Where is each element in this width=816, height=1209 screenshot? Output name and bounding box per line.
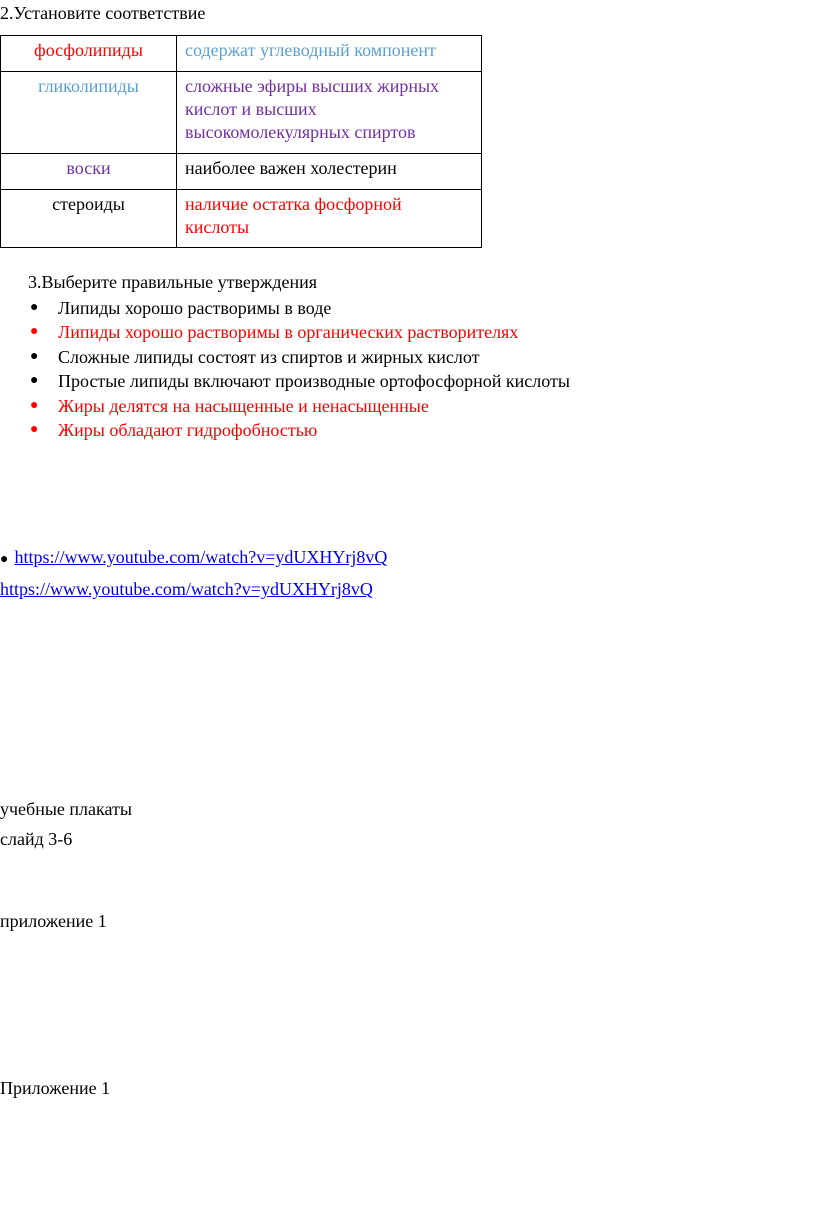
link-item-plain xyxy=(0,578,373,600)
bullet-icon: ● xyxy=(30,324,39,340)
definition-cell xyxy=(177,72,482,154)
term-cell: стероиды xyxy=(1,190,177,248)
section-3-title: 3.Выберите правильные утверждения xyxy=(28,272,318,292)
table-row xyxy=(1,190,482,248)
bullet-icon: ● xyxy=(30,373,39,389)
definition-line: сложные эфиры высших жирных xyxy=(185,76,440,96)
statement-text: Жиры обладают гидрофобностью xyxy=(58,419,318,440)
matching-table xyxy=(0,35,482,248)
definition-line: кислот и высших xyxy=(185,99,317,119)
definition-cell xyxy=(177,36,482,72)
appendix-note: приложение 1 xyxy=(0,911,107,931)
definition-cell xyxy=(177,190,482,248)
table-row xyxy=(1,154,482,190)
appendix-note-2: Приложение 1 xyxy=(0,1078,111,1098)
statement-text: Липиды хорошо растворимы в воде xyxy=(58,298,332,318)
statement-text: Липиды хорошо растворимы в органических растворителях xyxy=(58,322,519,343)
term-cell: фосфолипиды xyxy=(1,36,177,72)
list-item xyxy=(28,320,570,344)
statement-text: Сложные липиды состоят из спиртов и жирных кислот xyxy=(58,346,480,367)
statement-text: Простые липиды включают производные ортофосфорной кислоты xyxy=(58,371,570,392)
term-cell: гликолипиды xyxy=(1,72,177,154)
definition-line: кислоты xyxy=(185,217,250,237)
table-row xyxy=(1,36,482,72)
list-item xyxy=(28,369,570,393)
list-item xyxy=(28,394,570,418)
list-item xyxy=(28,345,570,369)
youtube-link-2[interactable]: https://www.youtube.com/watch?v=ydUXHYrj8vQ xyxy=(0,579,373,599)
bullet-icon: ● xyxy=(30,421,39,437)
list-item xyxy=(28,418,570,442)
slides-note: слайд 3-6 xyxy=(0,829,73,849)
definition-line: содержат углеводный компонент xyxy=(185,40,436,60)
bullet-icon: ● xyxy=(0,552,9,567)
definition-line: наиболее важен холестерин xyxy=(185,158,397,178)
bullet-icon: ● xyxy=(30,348,39,364)
definition-cell xyxy=(177,154,482,190)
link-item xyxy=(0,546,387,571)
definition-line: наличие остатка фосфорной xyxy=(185,194,402,214)
table-row xyxy=(1,72,482,154)
definition-line: высокомолекулярных спиртов xyxy=(185,122,416,142)
youtube-link[interactable]: https://www.youtube.com/watch?v=ydUXHYrj8vQ xyxy=(14,547,388,567)
bullet-icon: ● xyxy=(30,300,39,315)
statements-list xyxy=(28,296,570,442)
list-item xyxy=(28,296,570,320)
posters-note: учебные плакаты xyxy=(0,799,132,819)
section-2-title: 2.Установите соответствие xyxy=(0,3,206,23)
statement-text: Жиры делятся на насыщенные и ненасыщенные xyxy=(58,395,429,416)
bullet-icon: ● xyxy=(30,397,39,413)
term-cell: воски xyxy=(1,154,177,190)
